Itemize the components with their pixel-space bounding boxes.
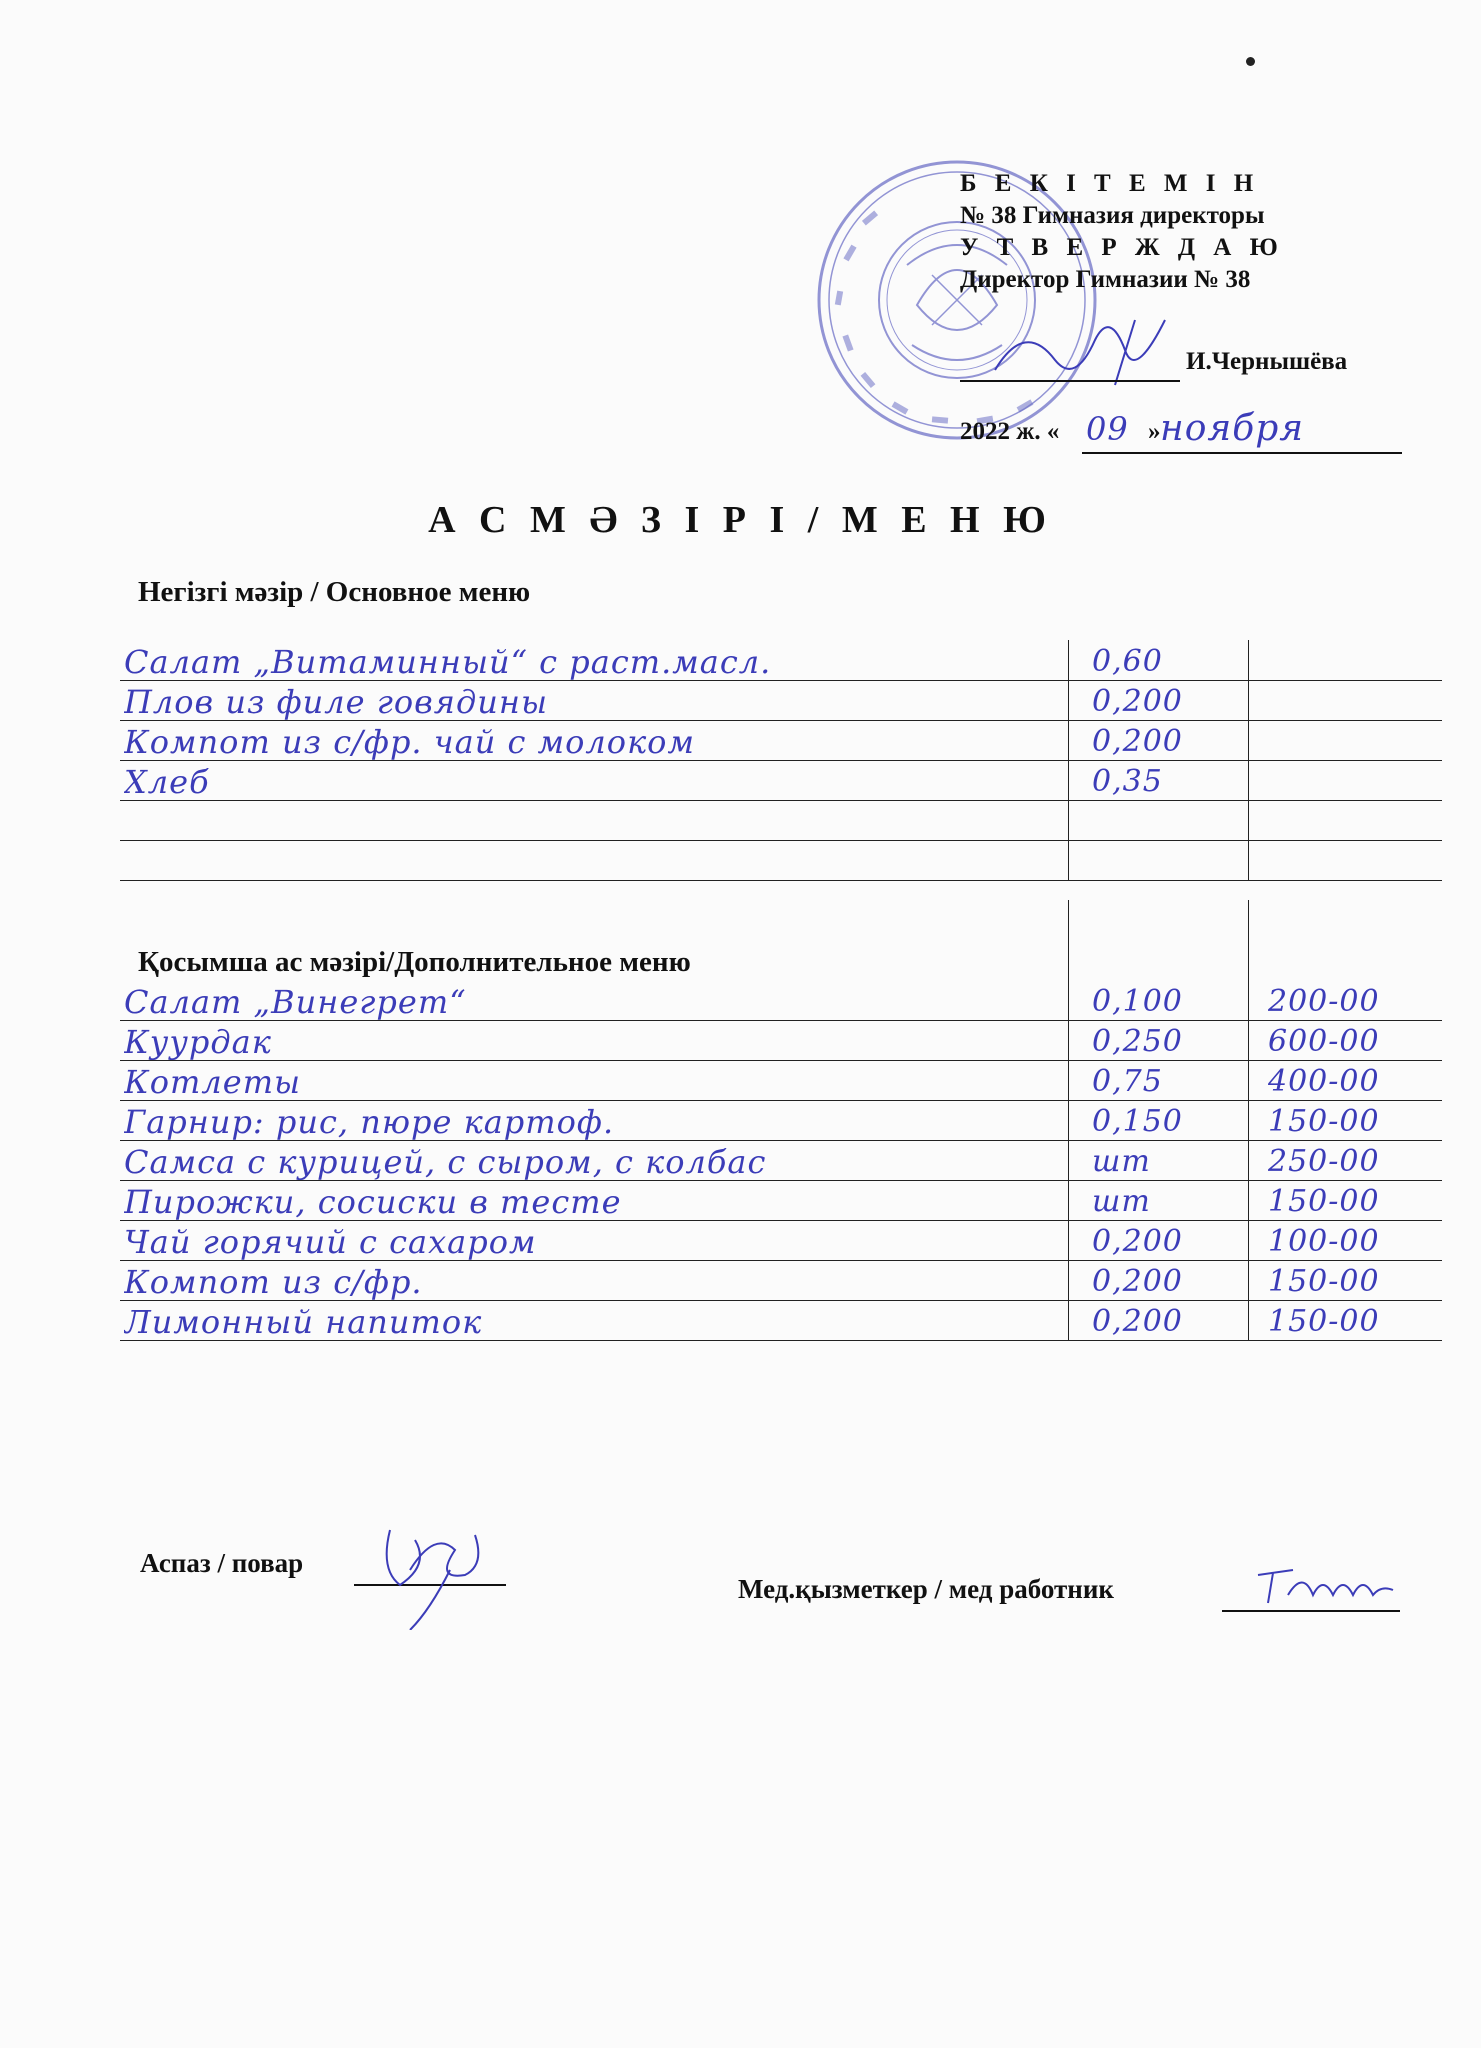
- price-cell: 150-00: [1268, 1184, 1380, 1219]
- portion-cell: [1092, 800, 1252, 840]
- portion-cell: 0,100: [1092, 984, 1183, 1019]
- portion-cell: 0,200: [1092, 724, 1183, 759]
- price-cell: [1268, 640, 1438, 680]
- price-cell: [1268, 760, 1438, 800]
- dish-name-cell: Котлеты: [124, 1063, 302, 1100]
- portion-cell: 0,150: [1092, 1104, 1183, 1139]
- price-cell: 250-00: [1268, 1144, 1380, 1179]
- price-cell: 200-00: [1268, 984, 1380, 1019]
- dish-name-cell: Салат „Витаминный“ с раст.масл.: [124, 643, 772, 680]
- table-row: [120, 1100, 1442, 1141]
- price-cell: 150-00: [1268, 1304, 1380, 1339]
- table-row: [120, 1140, 1442, 1181]
- director-signature-line: [960, 380, 1180, 382]
- table-row: [120, 760, 1442, 801]
- portion-cell: 0,250: [1092, 1024, 1183, 1059]
- price-cell: 150-00: [1268, 1264, 1380, 1299]
- portion-cell: 0,200: [1092, 1264, 1183, 1299]
- dish-name-cell: Пирожки, сосиски в тесте: [124, 1183, 622, 1220]
- table-row: [120, 800, 1442, 841]
- price-cell: 400-00: [1268, 1064, 1380, 1099]
- page-title: А С М Ә З І Р І / М Е Н Ю: [428, 499, 1053, 541]
- dish-name-cell: Компот из с/фр.: [124, 1263, 423, 1300]
- dish-name-cell: Салат „Винегрет“: [124, 983, 467, 1020]
- approval-director-kz: № 38 Гимназия директоры: [960, 202, 1265, 229]
- table-row: [120, 1300, 1442, 1341]
- date-fill-line: [1082, 452, 1402, 454]
- dish-name-cell: [124, 840, 1064, 880]
- extra-menu-heading: Қосымша ас мәзірі/Дополнительное меню: [138, 946, 691, 978]
- portion-cell: шт: [1092, 1144, 1151, 1179]
- dish-name-cell: Лимонный напиток: [124, 1303, 483, 1340]
- table-row: [120, 1220, 1442, 1261]
- medic-signature: [1248, 1555, 1418, 1615]
- table-row: [120, 1180, 1442, 1221]
- table-row: [120, 1260, 1442, 1301]
- director-name: И.Чернышёва: [1186, 348, 1348, 375]
- dish-name-cell: Чай горячий с сахаром: [124, 1223, 537, 1260]
- approval-date-prefix: [960, 418, 1059, 446]
- dish-name-cell: Плов из филе говядины: [124, 683, 548, 720]
- portion-cell: 0,200: [1092, 684, 1183, 719]
- portion-cell: 0,200: [1092, 1224, 1183, 1259]
- director-signature: [985, 300, 1225, 390]
- date-day: 09: [1086, 410, 1129, 448]
- table-row: [120, 680, 1442, 721]
- price-cell: [1268, 840, 1438, 880]
- table-row: [120, 980, 1442, 1021]
- table-row: [120, 1060, 1442, 1101]
- table-row: [120, 720, 1442, 761]
- portion-cell: шт: [1092, 1184, 1151, 1219]
- approval-block: [960, 168, 1284, 296]
- portion-cell: 0,200: [1092, 1304, 1183, 1339]
- column-divider-price: [1248, 900, 1249, 1340]
- price-cell: [1268, 680, 1438, 720]
- dish-name-cell: Самса с курицей, с сыром, с колбас: [124, 1143, 767, 1180]
- dish-name-cell: [124, 800, 1064, 840]
- dish-name-cell: Гарнир: рис, пюре картоф.: [124, 1103, 615, 1140]
- cook-label: Аспаз / повар: [140, 1548, 304, 1578]
- ink-dot: [1246, 57, 1255, 66]
- column-divider-price: [1248, 640, 1249, 880]
- main-menu-heading: Негізгі мәзір / Основное меню: [138, 576, 531, 608]
- price-cell: [1268, 800, 1438, 840]
- dish-name-cell: Хлеб: [124, 763, 210, 800]
- dish-name-cell: Компот из с/фр. чай с молоком: [124, 723, 695, 760]
- approval-line-ru: У Т В Е Р Ж Д А Ю: [960, 234, 1284, 261]
- approval-director-ru: Директор Гимназии № 38: [960, 266, 1251, 293]
- price-cell: 100-00: [1268, 1224, 1380, 1259]
- table-row: [120, 640, 1442, 681]
- price-cell: 600-00: [1268, 1024, 1380, 1059]
- column-divider-qty: [1068, 900, 1069, 1340]
- table-row: [120, 1020, 1442, 1061]
- medic-label: Мед.қызметкер / мед работник: [738, 1574, 1114, 1604]
- dish-name-cell: Куурдак: [124, 1023, 272, 1060]
- price-cell: [1268, 720, 1438, 760]
- date-year: 2022 ж. «: [960, 418, 1060, 445]
- portion-cell: 0,75: [1092, 1064, 1163, 1099]
- column-divider-qty: [1068, 640, 1069, 880]
- date-month: ноября: [1160, 408, 1305, 449]
- portion-cell: [1092, 840, 1252, 880]
- portion-cell: 0,35: [1092, 764, 1163, 799]
- approval-line-kz: Б Е К І Т Е М І Н: [960, 170, 1260, 197]
- date-close-quote: »: [1148, 418, 1161, 445]
- price-cell: 150-00: [1268, 1104, 1380, 1139]
- portion-cell: 0,60: [1092, 644, 1163, 679]
- table-row: [120, 840, 1442, 881]
- cook-signature: [370, 1510, 520, 1630]
